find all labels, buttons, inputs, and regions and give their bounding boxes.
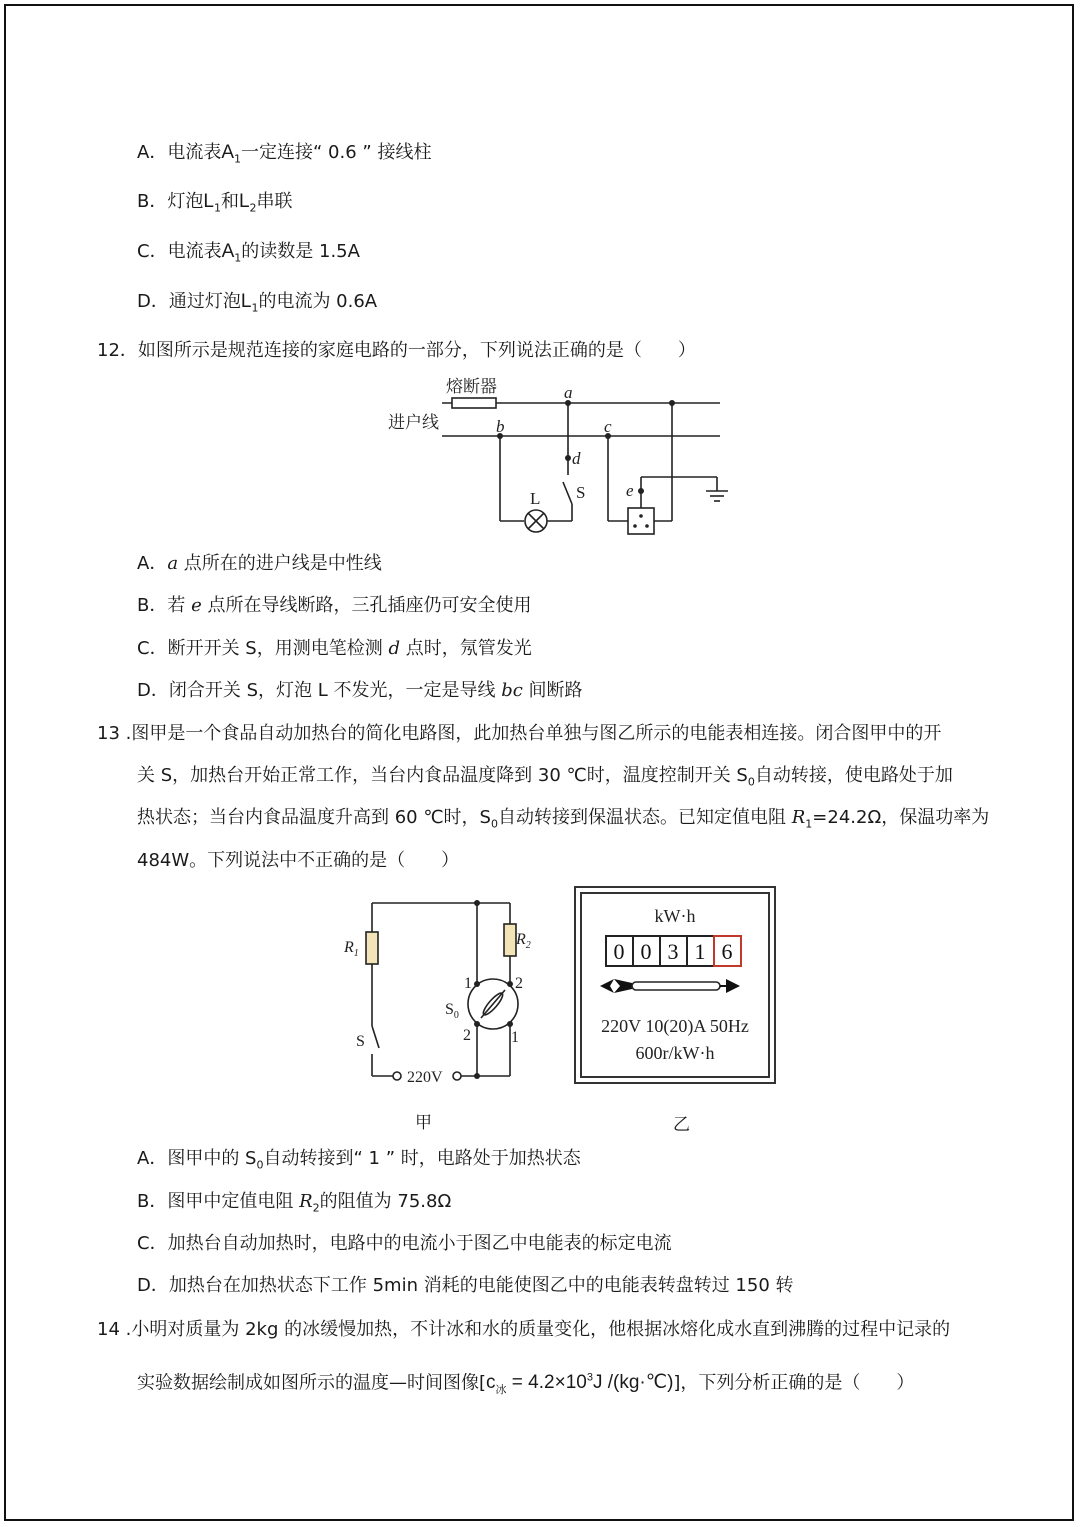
q13-stem-line-3: 热状态；当台内食品温度升高到 60 ℃时，$S_0$自动转接到保温状态。已知定值电阻 $R_1=24.2\Omega$，保温功率为	[137, 807, 990, 831]
meter-digit-3: 3	[667, 939, 679, 964]
figure-jia-caption: 甲	[415, 1113, 432, 1132]
q12-option-d: D．闭合开关 S，灯泡 L 不发光，一定是导线 bc 间断路	[137, 680, 583, 701]
meter-rating-label: 220V 10(20)A 50Hz	[601, 1016, 749, 1036]
q13-figure-jia-circuit	[335, 890, 550, 1095]
figure-yi-caption: 乙	[673, 1115, 690, 1134]
q12-household-circuit-diagram	[380, 372, 750, 542]
point-e-label: e	[626, 481, 634, 500]
s0-label: $S_0$	[445, 1001, 459, 1021]
specific-heat-formula: $c_冰 = 4.2\times 10^3J$ /(kg·℃)	[486, 1372, 674, 1397]
q13-option-c: C．加热台自动加热时，电路中的电流小于图乙中电能表的标定电流	[137, 1233, 672, 1254]
lamp-label: L	[530, 489, 541, 508]
q11-option-b: B．灯泡$L_1$和$L_2$串联	[137, 191, 293, 215]
switch-label: S	[576, 483, 586, 502]
q12-option-a: A．a 点所在的进户线是中性线	[137, 553, 382, 574]
point-c-label: c	[604, 417, 612, 436]
q13-figure-yi-energy-meter	[574, 886, 776, 1086]
terminal-2-bottom: 2	[463, 1027, 471, 1044]
fuse-label: 熔断器	[446, 377, 497, 396]
q11-option-c: C．电流表$A_1$的读数是 1.5A	[137, 241, 360, 265]
incoming-line-label: 进户线	[388, 413, 439, 432]
q11-option-d: D．通过灯泡$L_1$的电流为 0.6A	[137, 291, 378, 315]
q13-stem-line-2: 关 S，加热台开始正常工作，当台内食品温度降到 30 ℃时，温度控制开关 $S_0$自动转接，使电路处于加	[137, 765, 953, 789]
terminal-2-top: 2	[515, 975, 523, 992]
meter-digit-2: 0	[640, 939, 652, 964]
meter-unit-label: kW·h	[654, 906, 696, 926]
terminal-1-bottom: 1	[511, 1029, 519, 1046]
q11-option-a: A．电流表$A_1$一定连接“ 0.6 ” 接线柱	[137, 142, 432, 166]
q13-stem-line-4: 484W。下列说法中不正确的是（ ）	[137, 850, 460, 871]
point-d-label: d	[572, 449, 581, 468]
q13-stem-line-1: 13 .图甲是一个食品自动加热台的简化电路图，此加热台单独与图乙所示的电能表相连接。闭合图甲中的开	[97, 723, 942, 744]
r1-label: $R_1$	[344, 939, 359, 959]
q14-stem-line-1: 14 .小明对质量为 2kg 的冰缓慢加热，不计冰和水的质量变化，他根据冰熔化成水直到沸腾的过程中记录的	[97, 1319, 951, 1340]
q13-option-b: B．图甲中定值电阻 $R_2$的阻值为 75.8Ω	[137, 1191, 452, 1215]
r2-label: $R_2$	[516, 931, 531, 951]
point-b-label: b	[496, 417, 505, 436]
meter-digit-1: 0	[613, 939, 625, 964]
q12-option-c: C．断开开关 S，用测电笔检测 d 点时，氖管发光	[137, 638, 532, 659]
point-a-label: a	[564, 383, 573, 402]
q12-stem: 12．如图所示是规范连接的家庭电路的一部分，下列说法正确的是（ ）	[97, 340, 696, 361]
switch-s-label: S	[356, 1033, 365, 1050]
voltage-label: 220V	[407, 1069, 443, 1086]
meter-digit-4: 1	[694, 939, 706, 964]
q12-option-b: B．若 e 点所在导线断路，三孔插座仍可安全使用	[137, 595, 532, 616]
q13-option-a: A．图甲中的 $S_0$自动转接到“ 1 ” 时，电路处于加热状态	[137, 1148, 581, 1172]
terminal-1-top: 1	[464, 975, 472, 992]
q14-stem-line-2: 实验数据绘制成如图所示的温度—时间图像[$c_冰 = 4.2\times 10^3J$ /(kg·℃)]，下列分析正确的是（ ）	[137, 1372, 915, 1397]
meter-revolutions-label: 600r/kW·h	[635, 1043, 715, 1063]
meter-digit-5: 6	[721, 939, 733, 964]
q13-option-d: D．加热台在加热状态下工作 5min 消耗的电能使图乙中的电能表转盘转过 150 转	[137, 1275, 794, 1296]
